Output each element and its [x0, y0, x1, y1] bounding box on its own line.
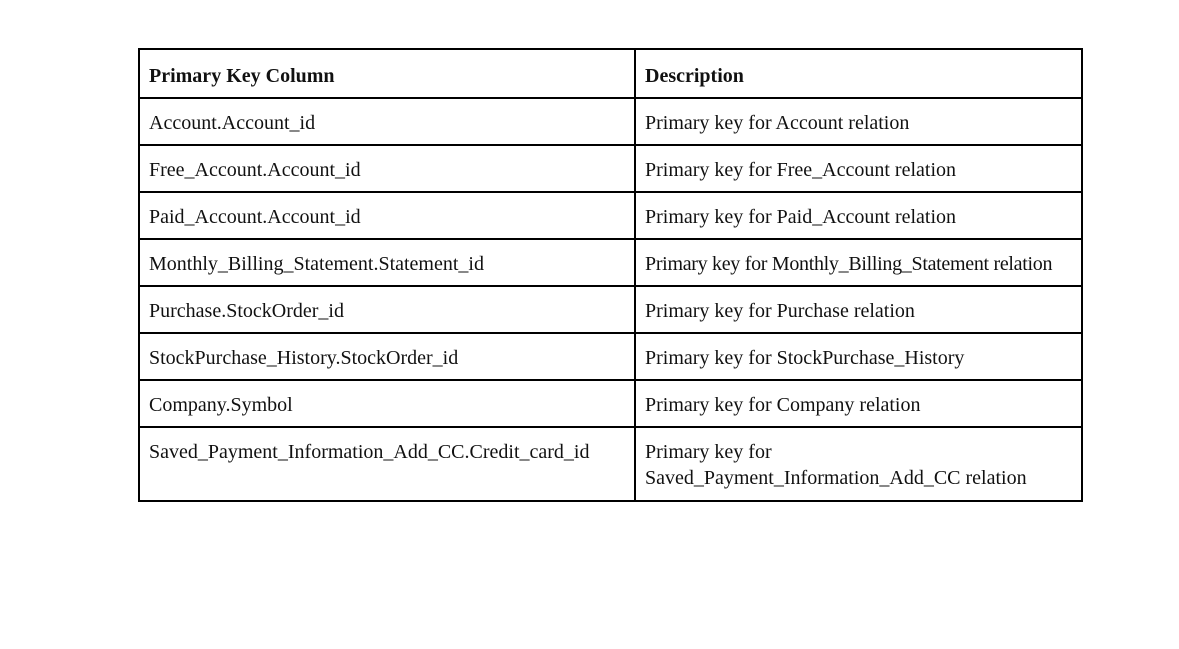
description-cell: Primary key for Monthly_Billing_Statement relation: [635, 239, 1082, 286]
table-row: [139, 286, 1082, 333]
table-row: [139, 380, 1082, 427]
table-header-row: [139, 49, 1082, 98]
header-description: Description: [635, 49, 1082, 98]
primary-key-table: [138, 48, 1083, 502]
table-row: [139, 98, 1082, 145]
primary-key-cell: StockPurchase_History.StockOrder_id: [139, 333, 635, 380]
primary-key-cell: Account.Account_id: [139, 98, 635, 145]
description-cell: Primary key for Company relation: [635, 380, 1082, 427]
primary-key-cell: Monthly_Billing_Statement.Statement_id: [139, 239, 635, 286]
table-row: [139, 192, 1082, 239]
description-cell: Primary key for Free_Account relation: [635, 145, 1082, 192]
primary-key-cell: Saved_Payment_Information_Add_CC.Credit_card_id: [139, 427, 635, 501]
table-row: [139, 239, 1082, 286]
table-row: [139, 333, 1082, 380]
primary-key-cell: Purchase.StockOrder_id: [139, 286, 635, 333]
table-row: [139, 427, 1082, 501]
description-cell: Primary key for Account relation: [635, 98, 1082, 145]
primary-key-cell: Free_Account.Account_id: [139, 145, 635, 192]
table-row: [139, 145, 1082, 192]
description-cell: Primary key for StockPurchase_History: [635, 333, 1082, 380]
header-primary-key-column: Primary Key Column: [139, 49, 635, 98]
primary-key-cell: Company.Symbol: [139, 380, 635, 427]
primary-key-cell: Paid_Account.Account_id: [139, 192, 635, 239]
description-cell: Primary key for Purchase relation: [635, 286, 1082, 333]
description-cell: Primary key for Saved_Payment_Information_Add_CC relation: [635, 427, 1082, 501]
description-cell: Primary key for Paid_Account relation: [635, 192, 1082, 239]
